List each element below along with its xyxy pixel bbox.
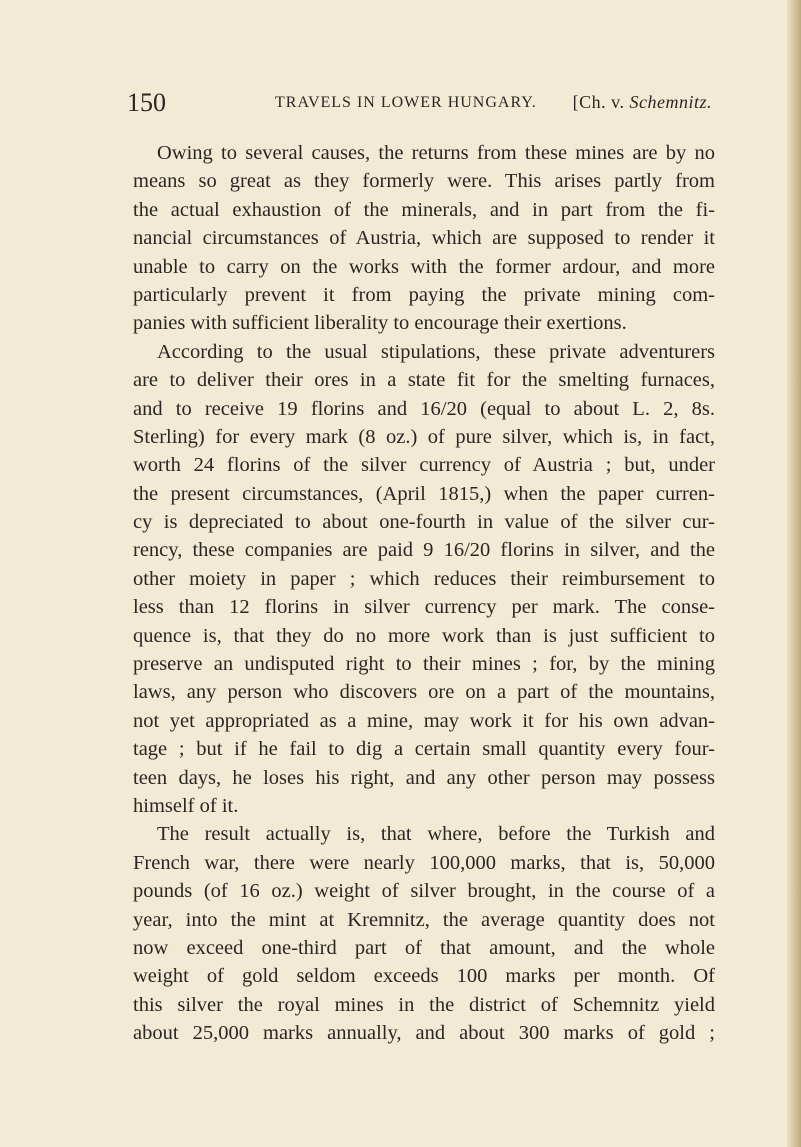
text-line: teen days, he loses his right, and any other person may possess — [133, 766, 715, 789]
text-line: less than 12 florins in silver currency per mark. The conse- — [133, 596, 715, 619]
text-line: the present circumstances, (April 1815,) when the paper curren- — [133, 482, 715, 505]
text-line: laws, any person who discovers ore on a part of the mountains, — [133, 681, 715, 704]
text-line: French war, there were nearly 100,000 marks, that is, 50,000 — [133, 851, 715, 874]
text-line: cy is depreciated to about one-fourth in value of the silver cur- — [133, 511, 715, 534]
text-line: and to receive 19 florins and 16/20 (equal to about L. 2, 8s. — [133, 397, 715, 420]
text-line: preserve an undisputed right to their mines ; for, by the mining — [133, 653, 715, 676]
chapter-prefix: [Ch. v. — [572, 92, 625, 112]
text-line: nancial circumstances of Austria, which are supposed to render it — [133, 227, 715, 250]
text-line: now exceed one-third part of that amount, and the whole — [133, 936, 715, 959]
text-line: himself of it. — [133, 794, 239, 817]
text-line: tage ; but if he fail to dig a certain small quantity every four- — [133, 738, 715, 761]
text-line: particularly prevent it from paying the private mining com- — [133, 283, 715, 306]
running-title: TRAVELS IN LOWER HUNGARY. — [275, 94, 537, 111]
text-line: Sterling) for every mark (8 oz.) of pure silver, which is, in fact, — [133, 425, 715, 448]
text-line: According to the usual stipulations, these private adventurers — [157, 340, 715, 363]
text-line: panies with sufficient liberality to encourage their exertions. — [133, 312, 627, 335]
text-line: pounds (of 16 oz.) weight of silver brought, in the course of a — [133, 880, 715, 903]
text-line: year, into the mint at Kremnitz, the average quantity does not — [133, 908, 715, 931]
text-line: means so great as they formerly were. This arises partly from — [133, 170, 715, 193]
text-line: the actual exhaustion of the minerals, and in part from the fi- — [133, 198, 715, 221]
text-line: Owing to several causes, the returns from these mines are by no — [157, 142, 715, 164]
chapter-place: Schemnitz. — [629, 92, 712, 112]
text-line: weight of gold seldom exceeds 100 marks per month. Of — [133, 965, 715, 988]
page-number: 150 — [127, 88, 166, 117]
text-line: are to deliver their ores in a state fit for the smelting furnaces, — [133, 369, 715, 392]
chapter-reference — [573, 92, 712, 113]
text-line: other moiety in paper ; which reduces their reimbursement to — [133, 567, 715, 590]
text-line: not yet appropriated as a mine, may work it for his own advan- — [133, 709, 715, 732]
page-edge — [787, 0, 801, 1147]
running-header — [127, 88, 712, 118]
text-line: rency, these companies are paid 9 16/20 florins in silver, and the — [133, 539, 715, 562]
text-line: The result actually is, that where, before the Turkish and — [157, 823, 715, 846]
text-line: worth 24 florins of the silver currency of Austria ; but, under — [133, 454, 715, 477]
text-line: this silver the royal mines in the district of Schemnitz yield — [133, 993, 715, 1016]
text-line: about 25,000 marks annually, and about 300 marks of gold ; — [133, 1022, 715, 1045]
text-body — [133, 139, 715, 1048]
text-line: unable to carry on the works with the former ardour, and more — [133, 255, 715, 278]
text-line: quence is, that they do no more work than is just sufficient to — [133, 624, 715, 647]
